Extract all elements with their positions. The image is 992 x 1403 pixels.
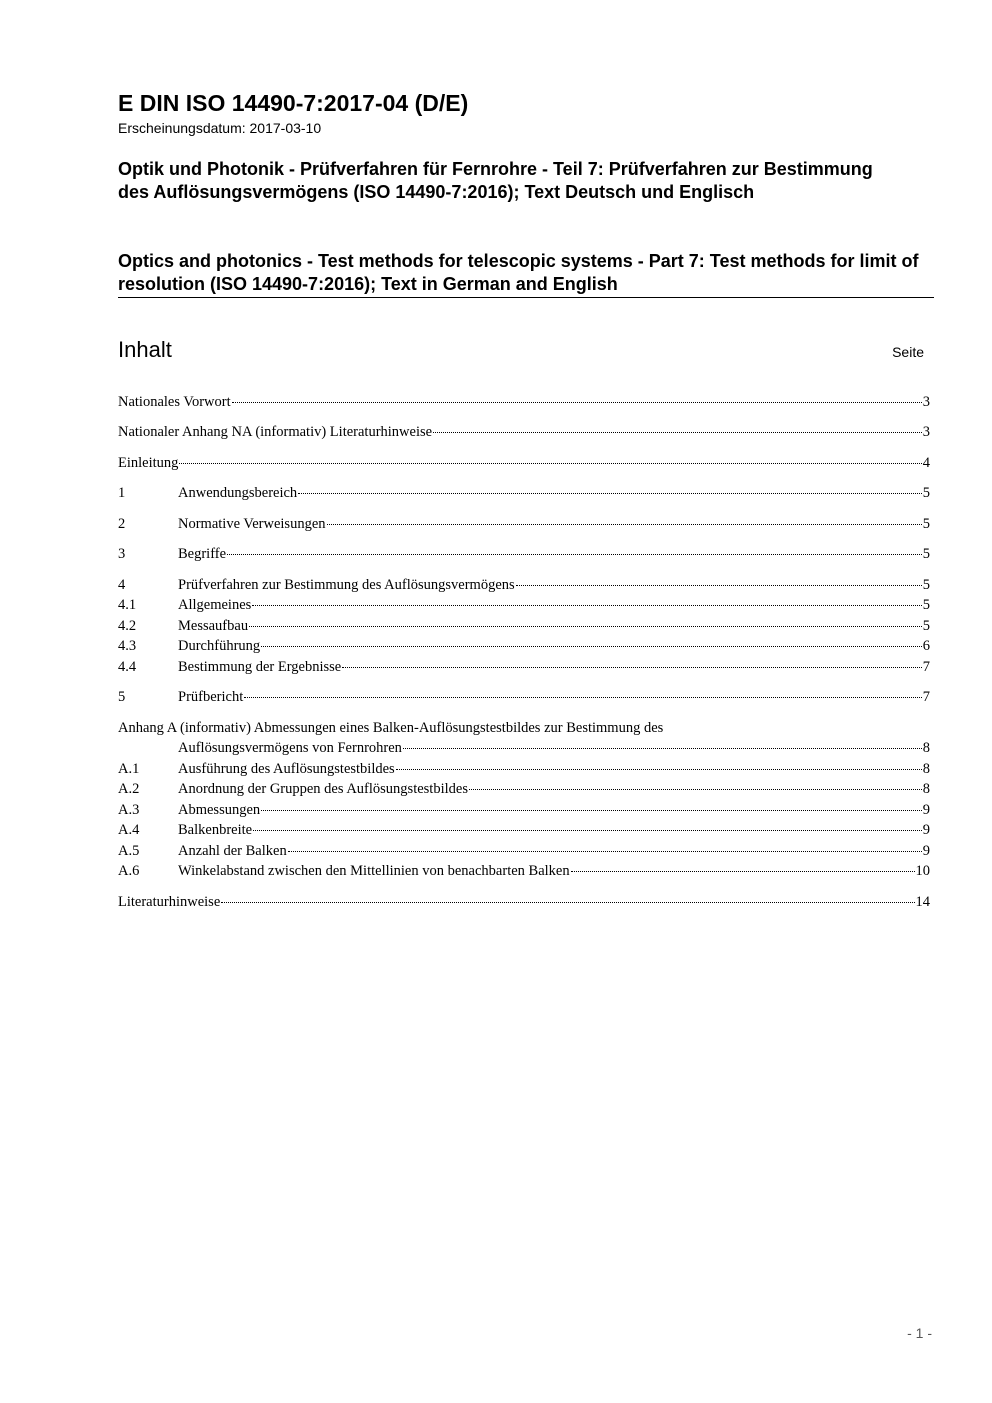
toc-entry[interactable] [118,894,930,914]
toc-entry-text: Abmessungen [178,802,261,818]
toc-entry-page: 9 [922,822,930,838]
toc-leader [249,626,922,627]
toc-entry-number: 1 [118,485,126,501]
toc-page-column-label: Seite [892,344,924,360]
toc-entry-page: 9 [922,843,930,859]
toc-entry-number: A.4 [118,822,140,838]
toc-leader [244,697,922,698]
toc-leader [469,789,922,790]
toc-entry-number: 4 [118,577,126,593]
toc-entry-page: 6 [922,638,930,654]
toc-entry-number: A.3 [118,802,140,818]
toc-entry-text: Messaufbau [178,618,249,634]
toc-entry[interactable] [118,863,930,883]
toc-entry-number: 4.3 [118,638,137,654]
toc-entry[interactable] [118,761,930,781]
toc-entry[interactable] [118,546,930,566]
toc-entry-page: 4 [922,455,930,471]
toc-entry-text: Literaturhinweise [118,894,221,910]
title-english: Optics and photonics - Test methods for telescopic systems - Part 7: Test methods for limit of resolution (ISO 14490-7:2016); Text in German and English [118,251,919,294]
toc-entry-number: 4.1 [118,597,137,613]
toc-entry-number: A.5 [118,843,140,859]
toc-entry-number: 4.4 [118,659,137,675]
toc-entry-number: A.1 [118,761,140,777]
toc-entry-number: A.2 [118,781,140,797]
toc-entry-text: Balkenbreite [178,822,253,838]
toc-leader [342,667,922,668]
toc-entry-page: 5 [922,546,930,562]
toc-entry-text: Bestimmung der Ergebnisse [178,659,342,675]
toc-entry-page: 5 [922,597,930,613]
toc-entry[interactable] [118,394,930,414]
toc-entry-page: 5 [922,577,930,593]
toc-leader [179,463,921,464]
toc-entry-page: 10 [915,863,930,879]
toc-entry-text: Einleitung [118,455,179,471]
toc-entry-page: 3 [922,394,930,410]
toc-entry[interactable] [118,597,930,617]
toc-entry-text: Auflösungsvermögens von Fernrohren [178,740,402,756]
toc-entry-page: 8 [922,761,930,777]
toc-entry[interactable] [118,689,930,709]
toc-entry[interactable] [118,577,930,597]
toc-entry-number: 2 [118,516,126,532]
toc-leader [433,432,922,433]
toc-leader [288,851,922,852]
toc-entry-text: Begriffe [178,546,227,562]
toc-leader [252,605,921,606]
toc-entry-number: 4.2 [118,618,137,634]
toc-leader [403,748,922,749]
title-german: Optik und Photonik - Prüfverfahren für Fernrohre - Teil 7: Prüfverfahren zur Bestimmung des Auflösungsvermögens (ISO 14490-7:2016); Text Deutsch und Englisch [118,159,873,202]
toc-entry-text: Prüfbericht [178,689,244,705]
toc-entry[interactable] [118,659,930,679]
toc-entry-text: Winkelabstand zwischen den Mittellinien von benachbarten Balken [178,863,570,879]
toc-entry-text: Normative Verweisungen [178,516,326,532]
toc-entry-annex-a-title[interactable]: Anhang A (informativ) Abmessungen eines Balken-Auflösungstestbildes zur Bestimmung des [118,720,664,736]
toc-entry-text: Durchführung [178,638,261,654]
toc-entry[interactable] [118,781,930,801]
toc-leader [221,902,914,903]
toc-leader [516,585,922,586]
toc-leader [571,871,915,872]
toc-entry-text: Anwendungsbereich [178,485,298,501]
title-divider [118,297,934,298]
toc-entry-text: Prüfverfahren zur Bestimmung des Auflösungsvermögens [178,577,515,593]
toc-entry[interactable] [118,455,930,475]
toc-entry-text: Anzahl der Balken [178,843,287,859]
document-id: E DIN ISO 14490-7:2017-04 (D/E) [118,90,469,116]
toc-entry-page: 7 [922,689,930,705]
publication-date: Erscheinungsdatum: 2017-03-10 [118,120,322,136]
toc-heading: Inhalt [118,337,172,362]
toc-entry-page: 8 [922,781,930,797]
toc-entry-text: Nationaler Anhang NA (informativ) Literaturhinweise [118,424,433,440]
toc-entry-page: 8 [922,740,930,756]
toc-entry-number: 5 [118,689,126,705]
toc-entry-page: 7 [922,659,930,675]
toc-leader [298,493,922,494]
toc-entry[interactable] [118,618,930,638]
toc-entry-page: 5 [922,618,930,634]
toc-leader [227,554,922,555]
toc-leader [327,524,922,525]
toc-leader [253,830,922,831]
toc-entry[interactable] [118,740,930,760]
toc-entry[interactable] [118,485,930,505]
toc-entry-number: A.6 [118,863,140,879]
toc-entry-text: Allgemeines [178,597,252,613]
toc-entry-page: 3 [922,424,930,440]
toc-leader [261,646,922,647]
toc-entry[interactable] [118,516,930,536]
toc-entry-page: 5 [922,516,930,532]
toc-entry-text: Anordnung der Gruppen des Auflösungstestbildes [178,781,468,797]
toc-entry[interactable] [118,802,930,822]
toc-entry[interactable] [118,822,930,842]
toc-entry-text: Ausführung des Auflösungstestbildes [178,761,395,777]
toc-entry-page: 5 [922,485,930,501]
page-number: - 1 - [907,1325,932,1341]
toc-entry-text: Nationales Vorwort [118,394,231,410]
toc-entry-page: 9 [922,802,930,818]
toc-leader [232,402,922,403]
toc-entry[interactable] [118,843,930,863]
toc-entry[interactable] [118,638,930,658]
toc-leader [261,810,922,811]
toc-entry-number: 3 [118,546,126,562]
toc-entry-page: 14 [915,894,930,910]
toc-leader [396,769,922,770]
toc-entry[interactable] [118,424,930,444]
